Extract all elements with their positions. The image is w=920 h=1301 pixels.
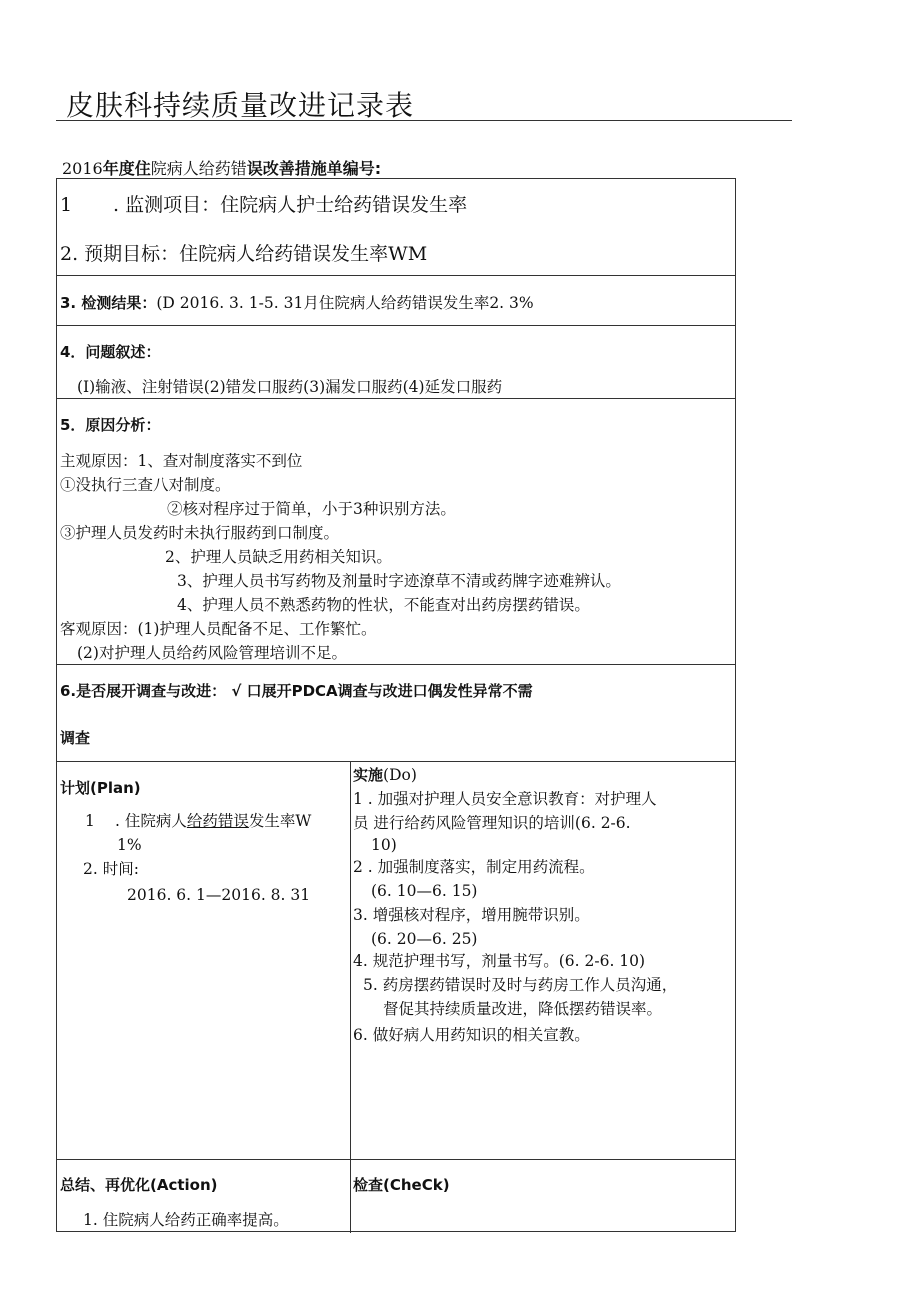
subtitle-part4: 误改善措施单编号: — [246, 159, 382, 178]
cause-line: ①没执行三查八对制度。 — [60, 476, 231, 494]
do-line: (6. 20—6. 25) — [371, 930, 478, 948]
cause-line: ②核对程序过于简单，小于3种识别方法。 — [167, 500, 456, 518]
investigation-question: 6.是否展开调查与改进： √ 口展开PDCA调查与改进口偶发性异常不需 — [60, 682, 533, 700]
row-divider — [57, 664, 735, 665]
column-divider — [350, 761, 351, 1233]
action-item-1: 1. 住院病人给药正确率提高。 — [83, 1211, 289, 1229]
do-header-bold: 实施 — [353, 766, 384, 784]
cause-line: 客观原因：(1)护理人员配备不足、工作繁忙。 — [60, 620, 377, 638]
do-line: 督促其持续质量改进，降低摆药错误率。 — [383, 1000, 663, 1018]
investigation-question-cont: 调查 — [60, 729, 91, 747]
do-line: 5. 药房摆药错误时及时与药房工作人员沟通， — [363, 976, 678, 994]
action-header: 总结、再优化(Action) — [60, 1176, 218, 1194]
do-header — [353, 765, 417, 785]
cause-line: 主观原因：1、查对制度落实不到位 — [60, 452, 303, 470]
do-line: 2 . 加强制度落实，制定用药流程。 — [353, 858, 595, 876]
cause-line: ③护理人员发药时未执行服药到口制度。 — [60, 524, 340, 542]
cause-line: 2、护理人员缺乏用药相关知识。 — [165, 548, 392, 566]
monitor-item: . 监测项目：住院病人护士给药错误发生率 — [113, 194, 468, 216]
form-subtitle — [62, 156, 381, 179]
title-underline — [56, 120, 792, 121]
plan-item-2: 2. 时间: — [83, 860, 139, 878]
do-line: (6. 10—6. 15) — [371, 882, 478, 900]
row-divider — [57, 275, 735, 276]
plan-item-1-cont: 1% — [117, 836, 142, 854]
subtitle-part3: 院病人给药错 — [150, 159, 247, 178]
monitor-item-number: 1 — [60, 194, 73, 216]
cause-line: 3、护理人员书写药物及剂量时字迹潦草不清或药牌字迹难辨认。 — [177, 572, 621, 590]
do-line: 员 进行给药风险管理知识的培训(6. 2-6. — [353, 814, 631, 832]
row-divider — [57, 761, 735, 762]
do-line: 3. 增强核对程序，增用腕带识别。 — [353, 906, 590, 924]
cause-line: 4、护理人员不熟悉药物的性状，不能查对出药房摆药错误。 — [177, 596, 590, 614]
record-table — [56, 178, 736, 1232]
plan-header: 计划(Plan) — [60, 779, 141, 797]
subtitle-part1: 年度 — [102, 159, 135, 178]
cause-line: (2)对护理人员给药风险管理培训不足。 — [77, 644, 347, 662]
test-result-row — [60, 293, 534, 313]
plan-item-1 — [115, 811, 311, 831]
plan-item-1-pre: . 住院病人 — [115, 812, 187, 830]
problem-label: 4．问题叙述： — [60, 343, 161, 361]
row-divider — [57, 325, 735, 326]
plan-item-1-underlined: 给药错误 — [186, 812, 249, 830]
do-line: 4. 规范护理书写，剂量书写。(6. 2-6. 10) — [353, 952, 646, 970]
subtitle-part2: 住 — [134, 159, 151, 178]
row-divider — [57, 398, 735, 399]
plan-dates: 2016. 6. 1—2016. 8. 31 — [127, 886, 311, 904]
test-result-value: (D 2016. 3. 1-5. 31月住院病人给药错误发生率2. 3% — [156, 294, 534, 312]
cause-label: 5．原因分析： — [60, 416, 161, 434]
expected-goal: 2. 预期目标：住院病人给药错误发生率WM — [60, 243, 428, 265]
subtitle-year: 2016 — [62, 159, 103, 178]
page-title: 皮肤科持续质量改进记录表 — [66, 89, 415, 122]
check-header: 检查(CheCk) — [353, 1176, 450, 1194]
do-header-rest: (Do) — [383, 766, 417, 784]
plan-item-number: 1 — [85, 812, 95, 830]
do-line: 6. 做好病人用药知识的相关宣教。 — [353, 1026, 590, 1044]
test-result-label: 3. 检测结果： — [60, 294, 157, 312]
problem-items: (I)输液、注射错误(2)错发口服药(3)漏发口服药(4)延发口服药 — [77, 378, 503, 396]
do-line: 10) — [371, 836, 397, 854]
plan-item-1-post: 发生率W — [248, 812, 312, 830]
row-divider — [57, 1159, 735, 1160]
do-line: 1 . 加强对护理人员安全意识教育：对护理人 — [353, 790, 657, 808]
